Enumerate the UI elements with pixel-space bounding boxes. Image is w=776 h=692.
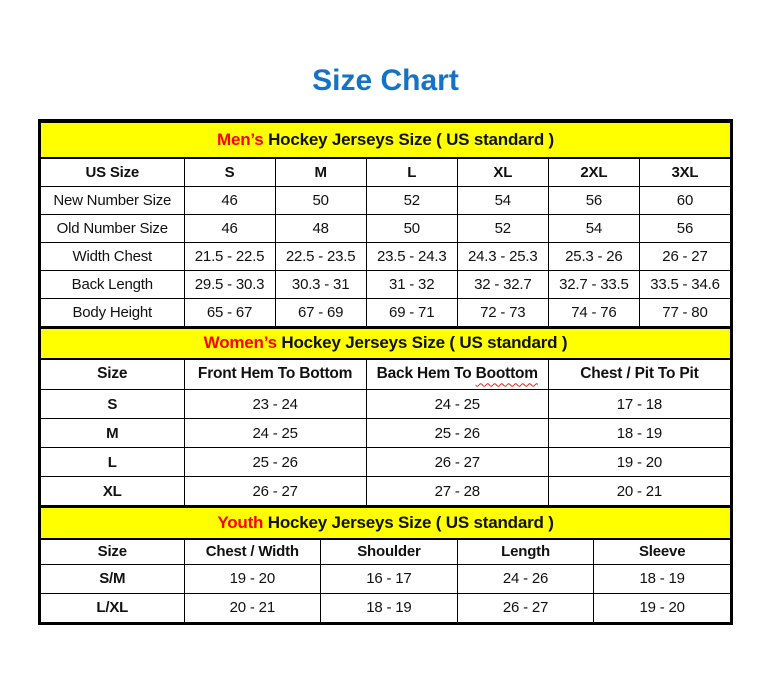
value-cell: 24 - 26 bbox=[457, 564, 594, 593]
section-band bbox=[41, 328, 731, 359]
column-header-row bbox=[41, 359, 731, 390]
table-womens bbox=[40, 327, 731, 507]
value-cell: 16 - 17 bbox=[321, 564, 458, 593]
value-cell: 54 bbox=[457, 186, 548, 214]
value-cell: 24 - 25 bbox=[366, 390, 548, 419]
value-cell: 22.5 - 23.5 bbox=[275, 242, 366, 270]
value-cell: 26 - 27 bbox=[366, 448, 548, 477]
value-cell: 25 - 26 bbox=[366, 419, 548, 448]
size-chart bbox=[38, 119, 733, 625]
value-cell: 23.5 - 24.3 bbox=[366, 242, 457, 270]
section-band-text: Hockey Jerseys Size ( US standard ) bbox=[263, 513, 554, 532]
section-band-text: Hockey Jerseys Size ( US standard ) bbox=[276, 333, 568, 352]
table-row bbox=[41, 186, 731, 214]
table-row bbox=[41, 298, 731, 326]
column-header-row bbox=[41, 158, 731, 186]
value-cell: 60 bbox=[639, 186, 730, 214]
table-mens bbox=[40, 121, 731, 327]
column-header-cell: Chest / Pit To Pit bbox=[548, 359, 730, 390]
value-cell: 23 - 24 bbox=[184, 390, 366, 419]
value-cell: 72 - 73 bbox=[457, 298, 548, 326]
value-cell: 31 - 32 bbox=[366, 270, 457, 298]
value-cell: 46 bbox=[184, 214, 275, 242]
section-band bbox=[41, 122, 731, 158]
column-header-cell: Chest / Width bbox=[184, 539, 321, 564]
table-row bbox=[41, 448, 731, 477]
table-row bbox=[41, 390, 731, 419]
value-cell: 26 - 27 bbox=[457, 593, 594, 622]
table-row bbox=[41, 270, 731, 298]
value-cell: 19 - 20 bbox=[548, 448, 730, 477]
section-band-accent: Women’s bbox=[203, 333, 277, 352]
column-header-row bbox=[41, 539, 731, 564]
column-header-cell: 3XL bbox=[639, 158, 730, 186]
row-label-cell: M bbox=[41, 419, 185, 448]
row-label-cell: Width Chest bbox=[41, 242, 185, 270]
value-cell: 32.7 - 33.5 bbox=[548, 270, 639, 298]
row-label-cell: L/XL bbox=[41, 593, 185, 622]
value-cell: 25 - 26 bbox=[184, 448, 366, 477]
value-cell: 74 - 76 bbox=[548, 298, 639, 326]
value-cell: 24.3 - 25.3 bbox=[457, 242, 548, 270]
value-cell: 46 bbox=[184, 186, 275, 214]
value-cell: 20 - 21 bbox=[184, 593, 321, 622]
column-header-cell: US Size bbox=[41, 158, 185, 186]
table-row bbox=[41, 593, 731, 622]
value-cell: 52 bbox=[366, 186, 457, 214]
column-header-cell: Length bbox=[457, 539, 594, 564]
column-header-cell: Size bbox=[41, 359, 185, 390]
value-cell: 29.5 - 30.3 bbox=[184, 270, 275, 298]
column-header-cell: 2XL bbox=[548, 158, 639, 186]
row-label-cell: New Number Size bbox=[41, 186, 185, 214]
column-header-cell: Shoulder bbox=[321, 539, 458, 564]
value-cell: 24 - 25 bbox=[184, 419, 366, 448]
section-band-accent: Men’s bbox=[217, 130, 264, 149]
row-label-cell: L bbox=[41, 448, 185, 477]
table-row bbox=[41, 477, 731, 506]
table-row bbox=[41, 214, 731, 242]
section-band-text: Hockey Jerseys Size ( US standard ) bbox=[263, 130, 554, 149]
section-band-row bbox=[41, 328, 731, 359]
column-header-cell: Sleeve bbox=[594, 539, 731, 564]
row-label-cell: S/M bbox=[41, 564, 185, 593]
value-cell: 18 - 19 bbox=[594, 564, 731, 593]
column-header-cell: M bbox=[275, 158, 366, 186]
value-cell: 50 bbox=[275, 186, 366, 214]
value-cell: 25.3 - 26 bbox=[548, 242, 639, 270]
table-row bbox=[41, 419, 731, 448]
misspelled-word: Boottom bbox=[475, 365, 538, 383]
column-header-cell: S bbox=[184, 158, 275, 186]
value-cell: 27 - 28 bbox=[366, 477, 548, 506]
value-cell: 33.5 - 34.6 bbox=[639, 270, 730, 298]
value-cell: 50 bbox=[366, 214, 457, 242]
row-label-cell: Back Length bbox=[41, 270, 185, 298]
value-cell: 52 bbox=[457, 214, 548, 242]
row-label-cell: XL bbox=[41, 477, 185, 506]
value-cell: 69 - 71 bbox=[366, 298, 457, 326]
value-cell: 56 bbox=[639, 214, 730, 242]
row-label-cell: Old Number Size bbox=[41, 214, 185, 242]
value-cell: 18 - 19 bbox=[321, 593, 458, 622]
value-cell: 19 - 20 bbox=[184, 564, 321, 593]
value-cell: 48 bbox=[275, 214, 366, 242]
table-row bbox=[41, 564, 731, 593]
value-cell: 30.3 - 31 bbox=[275, 270, 366, 298]
column-header-cell: L bbox=[366, 158, 457, 186]
value-cell: 54 bbox=[548, 214, 639, 242]
table-row bbox=[41, 242, 731, 270]
value-cell: 26 - 27 bbox=[184, 477, 366, 506]
column-header-cell: Front Hem To Bottom bbox=[184, 359, 366, 390]
section-band bbox=[41, 507, 731, 539]
value-cell: 20 - 21 bbox=[548, 477, 730, 506]
column-header-cell: Size bbox=[41, 539, 185, 564]
section-band-row bbox=[41, 122, 731, 158]
value-cell: 65 - 67 bbox=[184, 298, 275, 326]
value-cell: 26 - 27 bbox=[639, 242, 730, 270]
table-youth bbox=[40, 506, 731, 623]
row-label-cell: S bbox=[41, 390, 185, 419]
value-cell: 17 - 18 bbox=[548, 390, 730, 419]
value-cell: 21.5 - 22.5 bbox=[184, 242, 275, 270]
value-cell: 32 - 32.7 bbox=[457, 270, 548, 298]
value-cell: 19 - 20 bbox=[594, 593, 731, 622]
row-label-cell: Body Height bbox=[41, 298, 185, 326]
section-band-accent: Youth bbox=[217, 513, 264, 532]
column-header-cell: XL bbox=[457, 158, 548, 186]
section-band-row bbox=[41, 507, 731, 539]
value-cell: 67 - 69 bbox=[275, 298, 366, 326]
page-title: Size Chart bbox=[312, 64, 459, 97]
column-header-cell: Back Hem To Boottom bbox=[366, 359, 548, 390]
value-cell: 56 bbox=[548, 186, 639, 214]
value-cell: 77 - 80 bbox=[639, 298, 730, 326]
value-cell: 18 - 19 bbox=[548, 419, 730, 448]
